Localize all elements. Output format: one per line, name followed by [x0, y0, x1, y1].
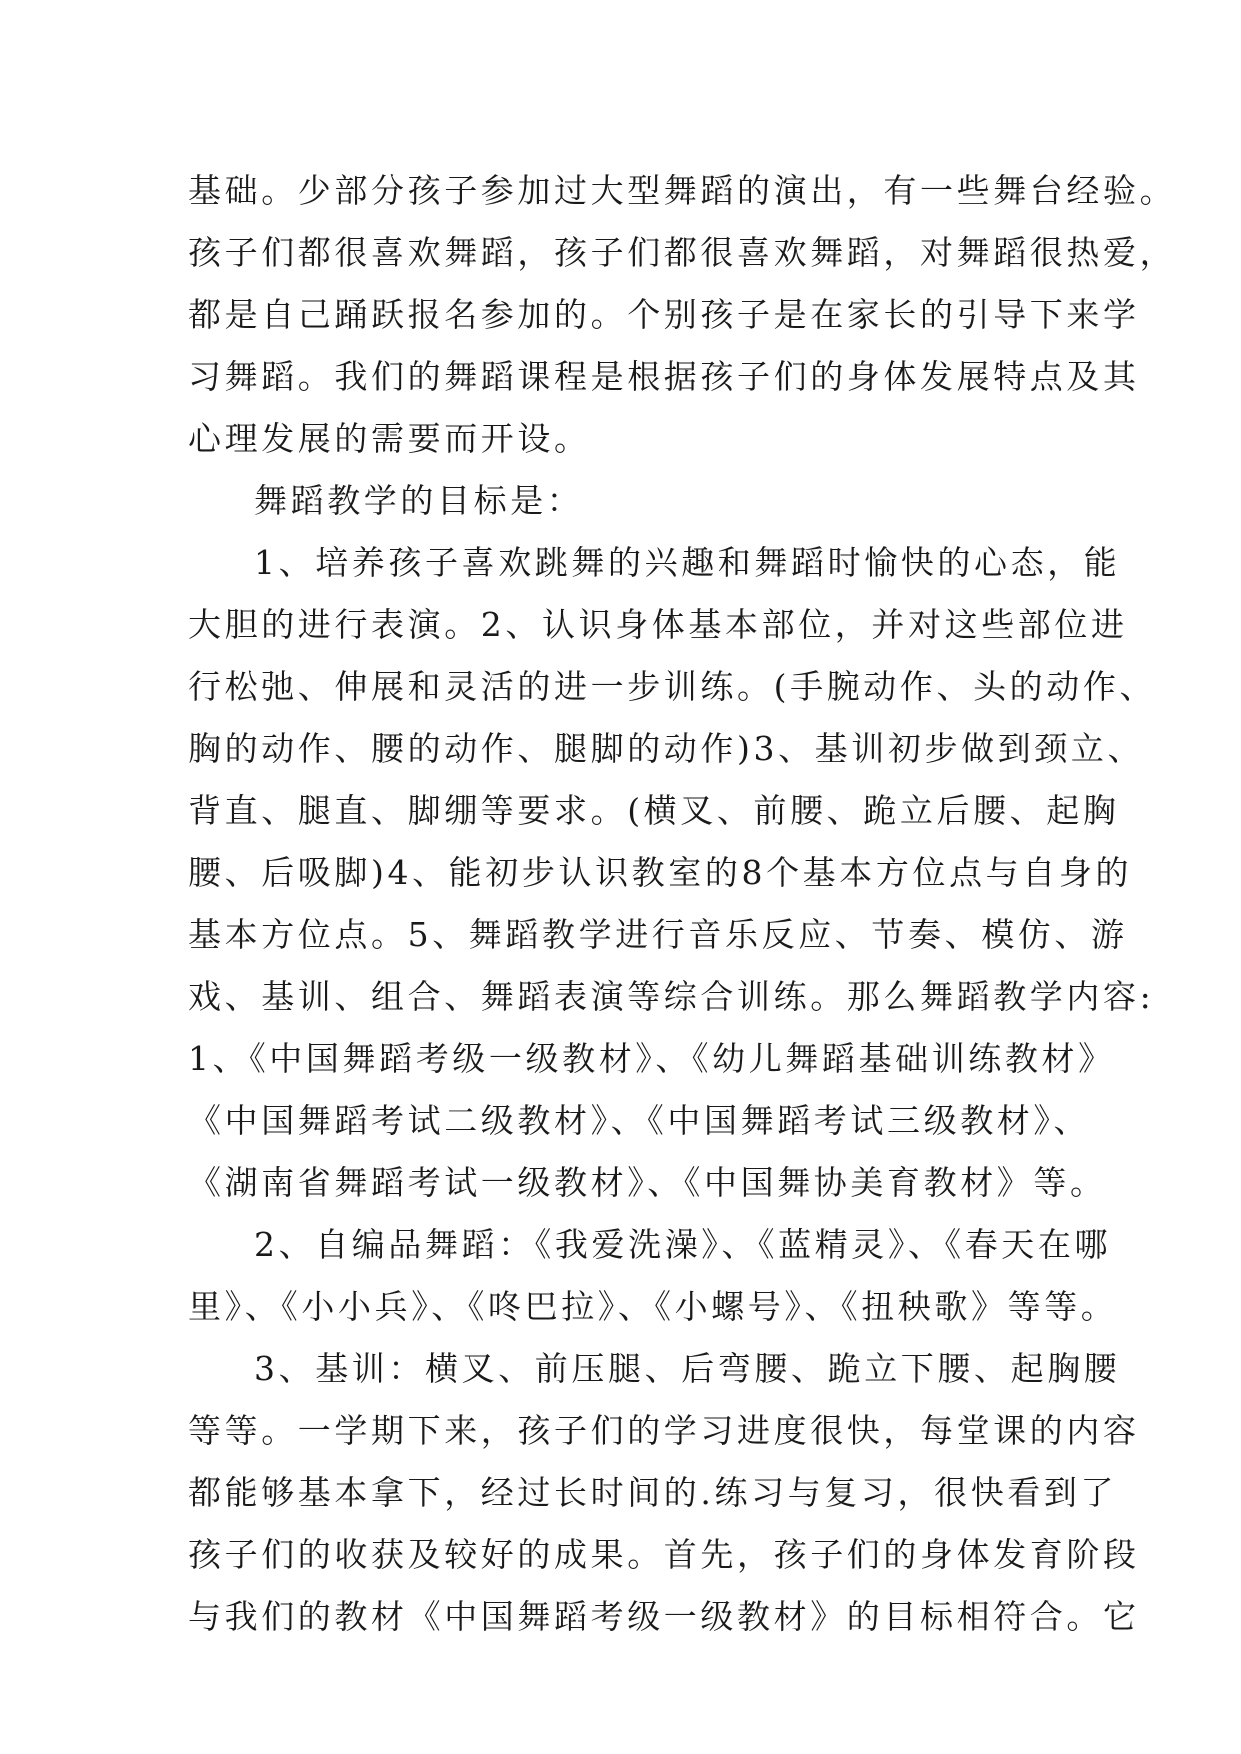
text-line: 心理发展的需要而开设。 — [188, 419, 591, 458]
text-line: 大胆的进行表演。2、认识身体基本部位，并对这些部位进 — [188, 605, 1128, 644]
text-line: 基本方位点。5、舞蹈教学进行音乐反应、节奏、模仿、游 — [188, 915, 1128, 954]
text-line: 孩子们的收获及较好的成果。首先，孩子们的身体发育阶段 — [188, 1535, 1140, 1574]
text-line: 背直、腿直、脚绷等要求。(横叉、前腰、跪立后腰、起胸 — [188, 791, 1120, 830]
text-line: 习舞蹈。我们的舞蹈课程是根据孩子们的身体发展特点及其 — [188, 357, 1140, 396]
text-line: 腰、后吸脚)4、能初步认识教室的8个基本方位点与自身的 — [188, 853, 1133, 892]
text-line: 1、培养孩子喜欢跳舞的兴趣和舞蹈时愉快的心态，能 — [254, 543, 1121, 582]
text-line: 都是自己踊跃报名参加的。个别孩子是在家长的引导下来学 — [188, 295, 1140, 334]
text-line: 行松弛、伸展和灵活的进一步训练。(手腕动作、头的动作、 — [188, 667, 1157, 706]
text-line: 与我们的教材《中国舞蹈考级一级教材》的目标相符合。它 — [188, 1597, 1140, 1636]
text-line: 舞蹈教学的目标是： — [254, 481, 584, 520]
text-line: 1、《中国舞蹈考级一级教材》、《幼儿舞蹈基础训练教材》 — [188, 1039, 1115, 1078]
text-line: 孩子们都很喜欢舞蹈，孩子们都很喜欢舞蹈，对舞蹈很热爱， — [188, 233, 1177, 272]
document-body — [188, 160, 1177, 1648]
text-line: 都能够基本拿下，经过长时间的.练习与复习，很快看到了 — [188, 1473, 1118, 1512]
text-line: 《湖南省舞蹈考试一级教材》、《中国舞协美育教材》等。 — [188, 1163, 1107, 1202]
text-line: 《中国舞蹈考试二级教材》、《中国舞蹈考试三级教材》、 — [188, 1101, 1091, 1140]
text-line: 基础。少部分孩子参加过大型舞蹈的演出，有一些舞台经验。 — [188, 171, 1177, 210]
text-line: 胸的动作、腰的动作、腿脚的动作)3、基训初步做到颈立、 — [188, 729, 1145, 768]
text-line: 3、基训：横叉、前压腿、后弯腰、跪立下腰、起胸腰 — [254, 1349, 1121, 1388]
text-line: 里》、《小小兵》、《咚巴拉》、《小螺号》、《扭秧歌》等等。 — [188, 1287, 1118, 1326]
text-line: 等等。一学期下来，孩子们的学习进度很快，每堂课的内容 — [188, 1411, 1140, 1450]
text-line: 戏、基训、组合、舞蹈表演等综合训练。那么舞蹈教学内容: — [188, 977, 1155, 1016]
text-line: 2、自编品舞蹈：《我爱洗澡》、《蓝精灵》、《春天在哪 — [254, 1225, 1112, 1264]
